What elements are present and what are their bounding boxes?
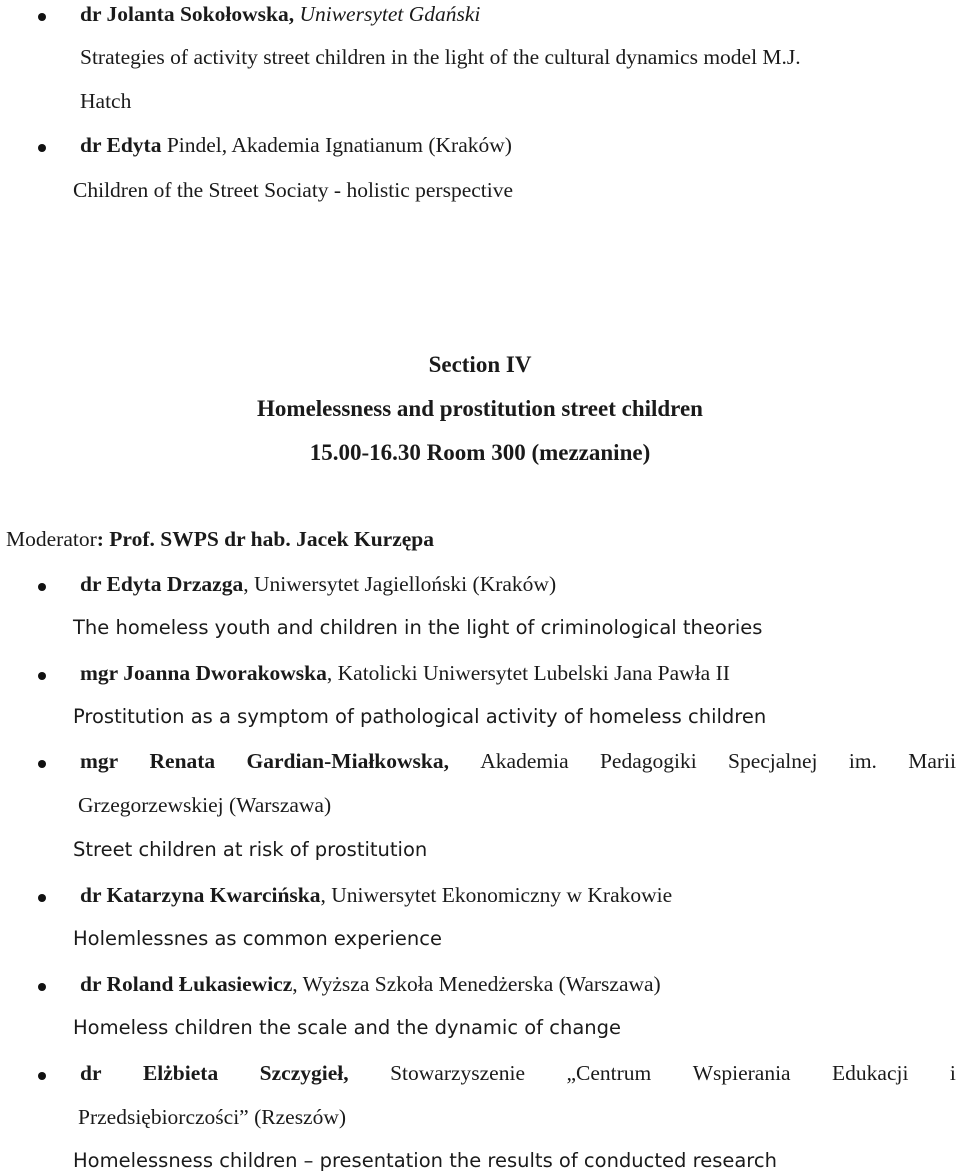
moderator-label: Moderator xyxy=(6,527,97,551)
speaker-affiliation-word: Specjalnej xyxy=(727,749,818,773)
speaker-affiliation-word: Stowarzyszenie xyxy=(390,1061,525,1085)
bullet-icon xyxy=(38,583,46,591)
speaker-line xyxy=(80,131,960,159)
speaker-name: dr Katarzyna Kwarcińska xyxy=(80,883,321,907)
speaker-affiliation-word: i xyxy=(949,1061,956,1085)
speaker-affiliation-word: Akademia xyxy=(480,749,569,773)
speaker-affiliation-word: Edukacji xyxy=(832,1061,909,1085)
moderator-colon: : xyxy=(96,527,104,551)
bullet-icon xyxy=(38,760,46,768)
speaker-name-word: Gardian-Miałkowska, xyxy=(246,749,449,773)
speaker-name-word: Elżbieta xyxy=(142,1061,219,1085)
speaker-affiliation: , Uniwersytet Jagielloński (Kraków) xyxy=(243,572,557,596)
speaker-affiliation-word: im. xyxy=(848,749,877,773)
speaker-name-word: Szczygieł, xyxy=(259,1061,349,1085)
speaker-name: dr Jolanta Sokołowska, xyxy=(80,2,295,26)
bullet-icon xyxy=(38,894,46,902)
bullet-icon xyxy=(38,1072,46,1080)
speaker-affiliation: Pindel, Akademia Ignatianum (Kraków) xyxy=(166,133,512,157)
speaker-affiliation: , Uniwersytet Ekonomiczny w Krakowie xyxy=(320,883,673,907)
speaker-affiliation-word: „Centrum xyxy=(566,1061,652,1085)
speaker-line xyxy=(80,1059,956,1087)
speaker-name-word: dr xyxy=(80,1061,102,1085)
talk-title-continued: Hatch xyxy=(80,89,132,113)
section-title: Homelessness and prostitution street children xyxy=(257,396,703,421)
speaker-affiliation-word: Marii xyxy=(908,749,956,773)
speaker-affiliation-word: Pedagogiki xyxy=(599,749,697,773)
talk-title: Prostitution as a symptom of pathological activity of homeless children xyxy=(73,705,767,728)
speaker-line xyxy=(80,970,960,998)
talk-title: Holemlessnes as common experience xyxy=(73,927,442,950)
section-time-room: 15.00-16.30 Room 300 (mezzanine) xyxy=(309,440,651,465)
talk-title: Homelessness children – presentation the results of conducted research xyxy=(73,1149,777,1172)
speaker-name: dr Edyta xyxy=(80,133,162,157)
section-heading: Section IV xyxy=(428,352,532,377)
bullet-icon xyxy=(38,13,46,21)
speaker-line xyxy=(80,747,956,775)
speaker-affiliation-continued: Grzegorzewskiej (Warszawa) xyxy=(78,793,332,817)
bullet-icon xyxy=(38,983,46,991)
bullet-icon xyxy=(38,672,46,680)
talk-title: Homeless children the scale and the dynamic of change xyxy=(73,1016,621,1039)
talk-title: Street children at risk of prostitution xyxy=(73,838,428,861)
moderator-line xyxy=(6,525,960,553)
bullet-icon xyxy=(38,144,46,152)
speaker-name-word: Renata xyxy=(149,749,216,773)
speaker-affiliation: , Katolicki Uniwersytet Lubelski Jana Pawła II xyxy=(326,661,730,685)
talk-title: Children of the Street Sociaty - holistic perspective xyxy=(73,178,514,202)
speaker-affiliation: , Wyższa Szkoła Menedżerska (Warszawa) xyxy=(292,972,661,996)
speaker-name-word: mgr xyxy=(80,749,119,773)
speaker-name: dr Roland Łukasiewicz xyxy=(80,972,293,996)
speaker-affiliation-word: Wspierania xyxy=(692,1061,791,1085)
speaker-line xyxy=(80,659,960,687)
speaker-affiliation: Uniwersytet Gdański xyxy=(299,2,481,26)
speaker-name: dr Edyta Drzazga xyxy=(80,572,244,596)
speaker-line xyxy=(80,570,960,598)
talk-title: Strategies of activity street children in the light of the cultural dynamics model M.J. xyxy=(80,45,801,69)
speaker-name: mgr Joanna Dworakowska xyxy=(80,661,327,685)
speaker-line xyxy=(80,0,960,28)
speaker-affiliation-continued: Przedsiębiorczości” (Rzeszów) xyxy=(78,1105,347,1129)
moderator-name: Prof. SWPS dr hab. Jacek Kurzępa xyxy=(103,527,435,551)
talk-title: The homeless youth and children in the light of criminological theories xyxy=(73,616,763,639)
speaker-line xyxy=(80,881,960,909)
